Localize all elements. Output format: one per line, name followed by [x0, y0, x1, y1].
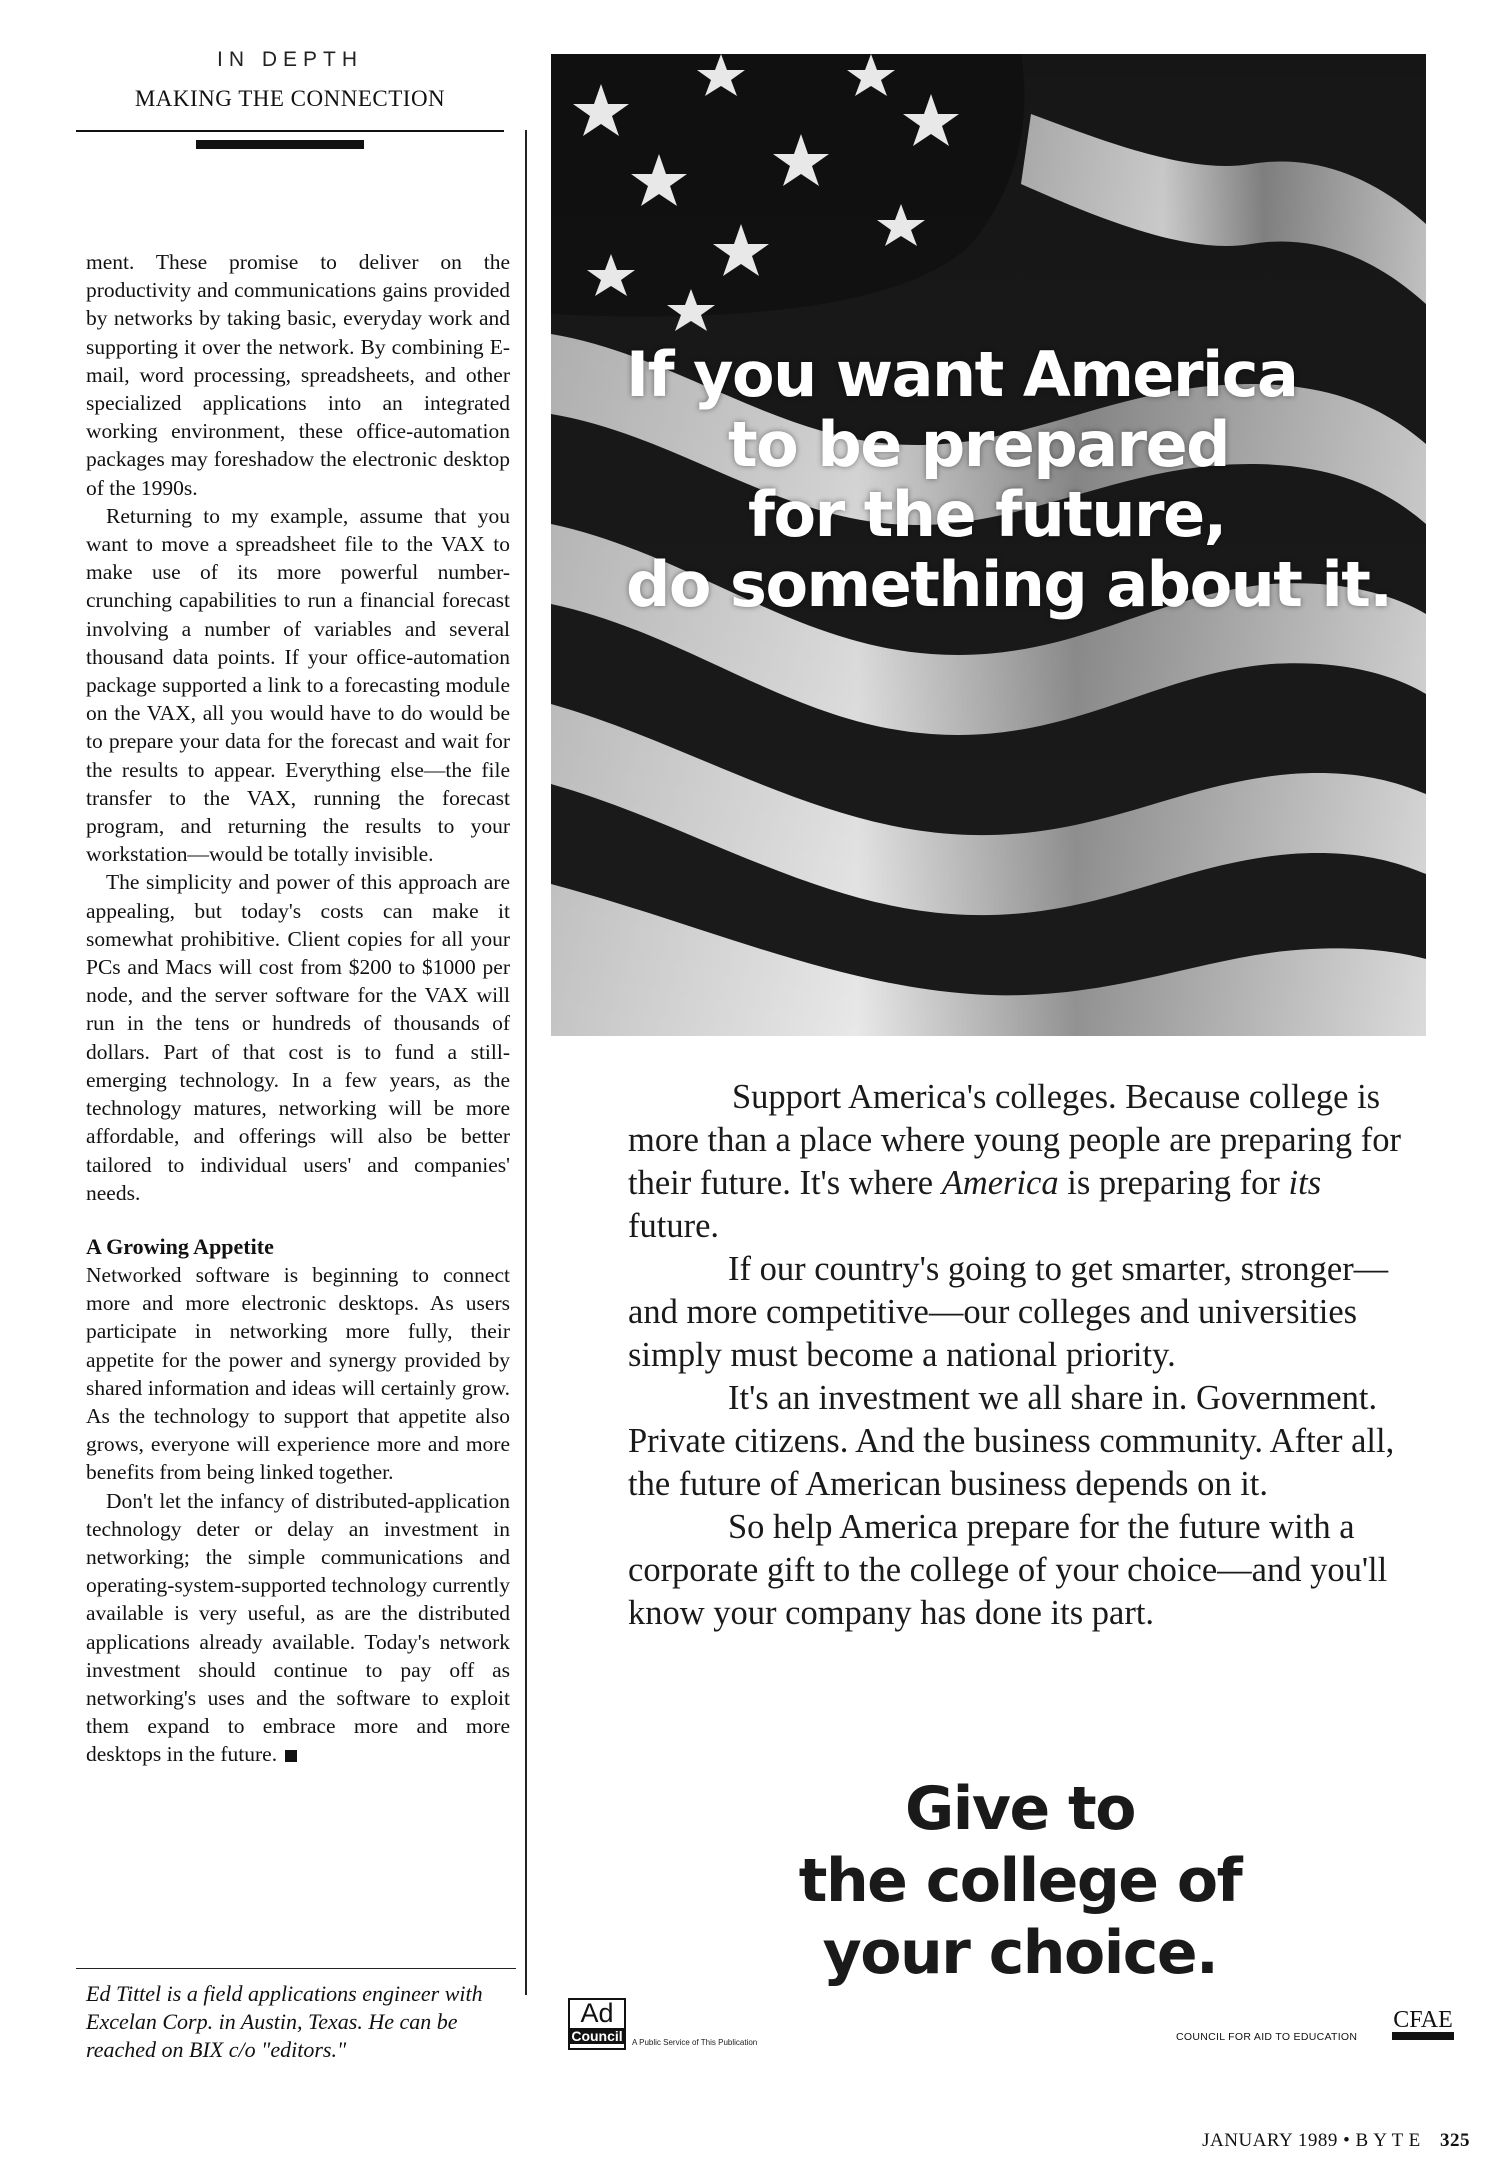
cfae-logo: CFAE [1392, 2008, 1454, 2040]
article-paragraph-text: Don't let the infancy of distributed-application technology deter or delay an investment in networking; the simple communications and operating-system-supported technology currently available is very useful, as are the distributed applications already available. Today's network investment should continue to pay off as networking's uses and the software to exploit them expand to embrace more and more desktops in the future. [86, 1488, 510, 1767]
psa-note: A Public Service of This Publication [632, 2038, 758, 2047]
ad-tagline [700, 1773, 1340, 1989]
ad-paragraph: So help America prepare for the future with a corporate gift to the college of your choice—and you'll know your company has done its part. [628, 1508, 1388, 1632]
headline-line: to be prepared [728, 408, 1230, 481]
ad-paragraph: If our country's going to get smarter, stronger—and more competitive—our colleges and universities simply must become a national priority. [628, 1250, 1389, 1374]
author-bio: Ed Tittel is a field applications engineer with Excelan Corp. in Austin, Texas. He can be reached on BIX c/o "editors." [86, 1981, 483, 2062]
ad-text: is preparing for [1058, 1164, 1289, 1202]
ad-council-logo-council: Council [571, 2028, 623, 2044]
tagline-line: Give to [905, 1774, 1135, 1844]
column-divider [525, 130, 527, 1995]
section-kicker: IN DEPTH [216, 48, 363, 71]
page-folio [1140, 2130, 1470, 2152]
folio-publication: B Y T E [1355, 2130, 1421, 2151]
ad-text-italic: its [1288, 1164, 1322, 1202]
article-paragraph: Networked software is beginning to connect more and more electronic desktops. As users participate in networking more fully, their appetite for the power and synergy provided by shared information and ideas will certainly grow. As the technology to support that appetite also grows, everyone will experience more and more benefits from being linked together. [86, 1262, 510, 1485]
section-header [76, 48, 504, 112]
article-paragraph-last [86, 1487, 510, 1769]
headline-line: do something about it. [626, 548, 1392, 621]
tagline-line: your choice. [822, 1918, 1218, 1988]
folio-page-number: 325 [1440, 2130, 1470, 2151]
article-paragraph: The simplicity and power of this approach are appealing, but today's costs can make it somewhat prohibitive. Client copies for all your PCs and Macs will cost from $200 to $1000 per node, and the server software for the VAX will run in the tens or hundreds of thousands of dollars. Part of that cost is to fund a still-emerging technology. In a few years, as the technology matures, networking will be more affordable, and offerings will also be better tailored to individual users' and companies' needs. [86, 870, 510, 1205]
folio-date: JANUARY 1989 [1202, 2130, 1338, 2151]
ad-council-logo [568, 1998, 626, 2050]
headline-line: for the future, [748, 478, 1226, 551]
ad-text: future. [628, 1207, 720, 1245]
article-column [86, 248, 510, 1769]
bio-rule [76, 1968, 516, 1969]
article-subhead: A Growing Appetite [86, 1233, 274, 1259]
ad-text-italic: America [941, 1164, 1059, 1202]
headline-line: If you want America [626, 338, 1298, 411]
tagline-line: the college of [798, 1846, 1242, 1916]
ad-paragraph [628, 1076, 1418, 1248]
section-title: MAKING THE CONNECTION [134, 86, 446, 111]
header-rule [76, 130, 504, 132]
ad-headline [626, 340, 1426, 620]
ad-text: Support America's colleges. Because college is more than a place where young people are preparing for their future. It's where [628, 1078, 1402, 1202]
article-paragraph: Returning to my example, assume that you want to move a spreadsheet file to the VAX to make use of its more powerful number-crunching capabilities to run a financial forecast involving a number of variables and several thousand data points. If your office-automation package supported a link to a forecasting module on the VAX, all you would have to do would be to prepare your data for the forecast and wait for the results to appear. Everything else—the file transfer to the VAX, running the forecast program, and returning the results to your workstation—would be totally invisible. [86, 503, 510, 867]
sponsor-name: COUNCIL FOR AID TO EDUCATION [1176, 2031, 1358, 2043]
ad-body [628, 1076, 1418, 1635]
end-mark-icon [285, 1750, 297, 1762]
ad-paragraph: It's an investment we all share in. Government. Private citizens. And the business community. After all, the future of American business depends on it. [628, 1379, 1395, 1503]
folio-bullet: • [1343, 2130, 1356, 2151]
header-bar [196, 140, 364, 149]
ad-council-logo-ad: Ad [580, 1998, 614, 2028]
article-paragraph: ment. These promise to deliver on the productivity and communications gains provided by networks by taking basic, everyday work and supporting it over the network. By combining E-mail, word processing, spreadsheets, and other specialized applications into an integrated working environment, these office-automation packages may foreshadow the electronic desktop of the 1990s. [86, 250, 510, 500]
